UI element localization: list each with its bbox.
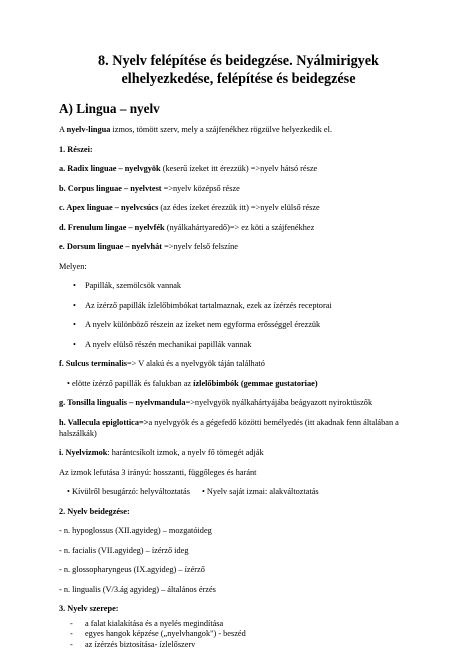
list-item: - egyes hangok képzése („nyelvhangok") - beszéd xyxy=(59,629,418,639)
part-desc: (keserű ízeket itt érezzük) =>nyelv hátsó része xyxy=(160,164,318,173)
parts-heading xyxy=(59,144,418,155)
nyelvizmok-desc: : harántcsíkolt izmok, a nyelv fő tömegét adják xyxy=(107,448,264,457)
part-desc: (nyálkahártyaredő)=> ez köti a szájfenékhez xyxy=(164,222,315,232)
sulcus-desc: => V alakú és a nyelvgyök táján található xyxy=(127,359,265,368)
szerepe-list xyxy=(59,619,418,650)
vallecula-item xyxy=(59,417,418,439)
list-item: - a falat kialakítása és a nyelés megindítása xyxy=(59,619,418,629)
sulcus-note-prefix: • elötte ízérző papillák és falukban az xyxy=(67,378,194,388)
vallecula-desc: a nyelvgyök és a gégefedő közötti bemélyedés (itt akadnak fenn általában a halszálkák) xyxy=(59,417,399,438)
intrinsic-muscles: • Nyelv saját izmai: alakváltoztatás xyxy=(201,487,319,496)
part-term: a. Radix linguae – nyelvgyök xyxy=(59,164,161,173)
part-term: c. Apex linguae – nyelvcsúcs xyxy=(59,203,159,212)
part-item xyxy=(59,163,418,174)
intro-rest: izmos, tömött szerv, mely a szájfenékhez rögzülve helyezkedik el. xyxy=(110,125,332,134)
beidegzes-heading xyxy=(59,506,418,517)
nerve-item: - n. hypoglossus (XII.agyideg) – mozgatóideg xyxy=(59,526,212,535)
part-item xyxy=(59,202,418,213)
muscle-types-row xyxy=(59,486,418,497)
nyelvizmok-term: i. Nyelvizmok xyxy=(59,448,108,457)
document-title: 8. Nyelv felépítése és beidegzése. Nyálmirigyek elhelyezkedése, felépítése és beidegzése xyxy=(98,53,379,87)
tonsilla-item xyxy=(59,397,418,408)
tonsilla-term: g. Tonsilla lingualis – nyelvmandula xyxy=(59,398,186,407)
nerve-item: - n. lingualis (V/3.ág agyideg) – általános érzés xyxy=(59,584,216,594)
nerve-item: - n. glossopharyngeus (IX.agyideg) – ízérző xyxy=(59,565,205,574)
nyelvizmok-item xyxy=(59,447,418,458)
external-muscles: • Kívülről besugárzó: helyváltoztatás xyxy=(67,487,190,496)
list-item: • Az ízérző papillák ízlelőbimbókat tartalmaznak, ezek az ízérzés receptorai xyxy=(59,300,418,311)
part-item xyxy=(59,183,418,194)
izmok-lefutasa: Az izmok lefutása 3 irányú: hosszanti, függőleges és haránt xyxy=(59,467,257,477)
intro-bold-term: nyelv-lingua xyxy=(66,125,111,134)
intro-paragraph xyxy=(59,124,418,135)
part-item xyxy=(59,241,418,252)
szerepe-heading xyxy=(59,603,418,614)
sulcus-item xyxy=(59,358,418,369)
part-term: e. Dorsum linguae – nyelvhát xyxy=(59,242,163,251)
list-item: • A nyelv különböző részein az ízeket nem egyforma erősséggel érezzük xyxy=(59,319,418,330)
section-heading-lingua: A) Lingua – nyelv xyxy=(59,101,160,116)
part-desc: =>nyelv felső felszíne xyxy=(162,242,238,251)
part-desc: =>nyelv középső része xyxy=(161,183,240,193)
part-term: d. Frenulum lingae – nyelvfék xyxy=(59,222,165,232)
intro-prefix: A xyxy=(59,125,67,134)
szerepe-heading-text: 3. Nyelv szerepe: xyxy=(59,604,119,613)
vallecula-term: h. Vallecula epiglottica=> xyxy=(59,417,149,427)
melyen-list xyxy=(59,280,418,350)
tonsilla-desc: =>nyelvgyök nyálkahártyájába beágyazott nyiroktüszők xyxy=(185,398,373,407)
beidegzes-heading-text: 2. Nyelv beidegzése: xyxy=(59,506,130,516)
parts-heading-text: 1. Részei: xyxy=(59,144,93,154)
sulcus-note xyxy=(59,378,418,389)
part-item xyxy=(59,222,418,233)
part-term: b. Corpus linguae – nyelvtest xyxy=(59,183,162,193)
sulcus-note-bold: ízlelőbimbók (gemmae gustatoriae) xyxy=(193,378,318,388)
nerve-item: - n. facialis (VII.agyideg) – ízérző ideg xyxy=(59,545,189,555)
list-item: • Papillák, szemölcsök vannak xyxy=(59,280,418,291)
list-item: • A nyelv elülső részén mechanikai papillák vannak xyxy=(59,339,418,350)
list-item: - az ízérzés biztosítása- ízlelőszerv xyxy=(59,640,418,650)
melyen-label: Melyen: xyxy=(59,261,87,271)
part-desc: (az édes ízeket érezzük itt) =>nyelv elülső része xyxy=(158,203,320,212)
sulcus-term: f. Sulcus terminalis xyxy=(59,359,127,368)
